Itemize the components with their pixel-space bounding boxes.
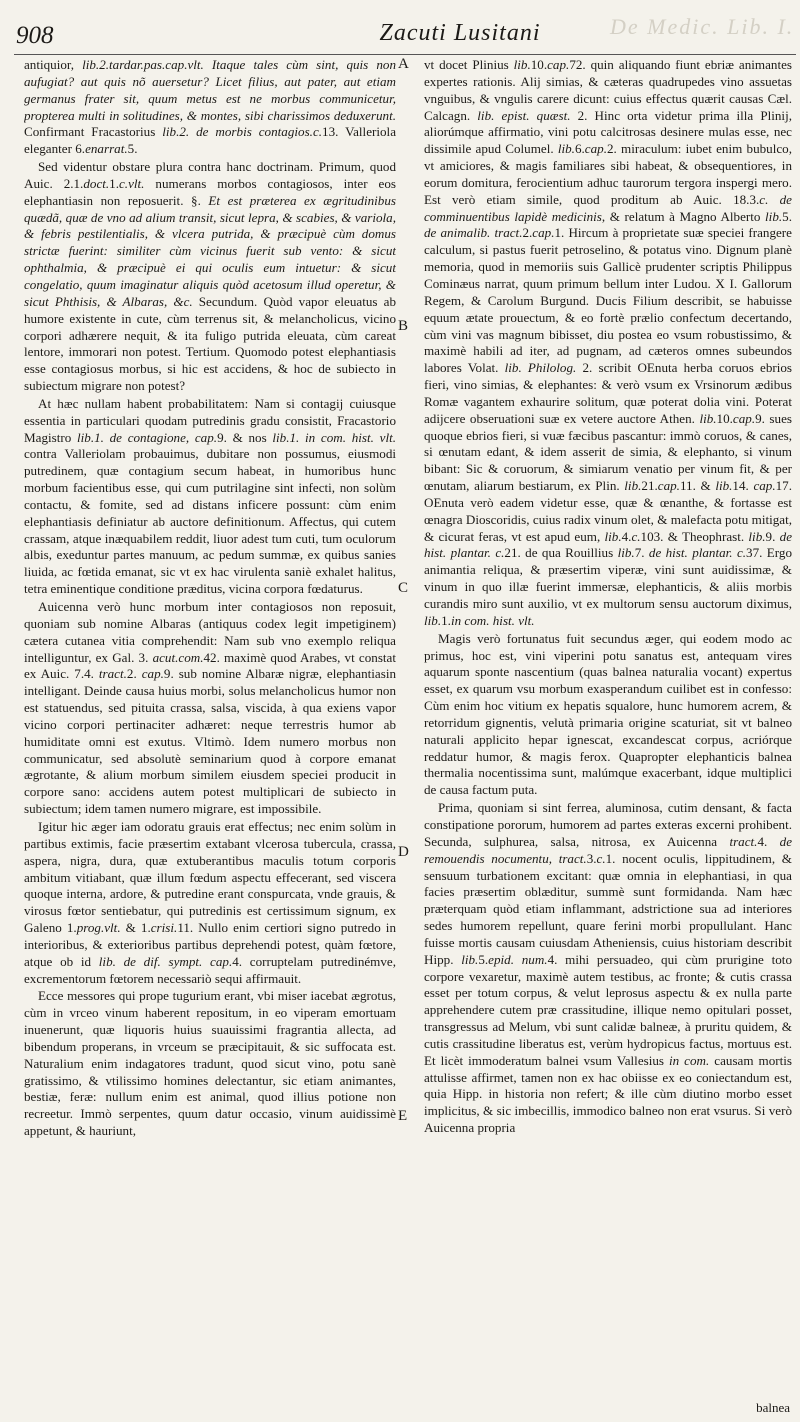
paragraph: Igitur hic æger iam odoratu grauis erat effectus; nec enim solùm in partibus extimis, facie præsertim extabant vlcerosa tubercula, crassa, aspera, nigra, dura, quæ extuberantibus maculis totum corporis ambitum vitiabant, quæ illum fœdum aspectu effecerant, sed viscera quoque interna, ardore, & putredine erant conspurcata, vnde grauis, & virosus fœtor sentiebatur, qui putredinis est certissimum signum, ex Galeno 1.prog.vlt. & 1.crisi.11. Nullo enim certiori signo putredo in interioribus, & exterioribus partibus deprehendi potest, quàm fœtore, atque ob id lib. de dif. sympt. cap.4. corruptelam putredinémve, excrementorum fœtorem necessariò sequi affirmauit.: [24, 818, 396, 986]
catchword: balnea: [756, 1400, 790, 1415]
running-title: Zacuti Lusitani: [379, 20, 541, 46]
margin-letter-b: B: [398, 318, 409, 334]
bleed-through-text: De Medic. Lib. I.: [610, 14, 795, 39]
header-rule: [14, 54, 796, 55]
left-column: [24, 57, 396, 1417]
paragraph: antiquior, lib.2.tardar.pas.cap.vlt. Itaque tales cùm sint, quis non aufugiat? aut quis nõ auersetur? Licet filius, aut pater, aut etiam germanus frater sit, quum metus est ne morbus communicetur, propterea multi in solitudines, & montes, sibi charissimos deduxerunt. Confirmant Fracastorius lib.2. de morbis contagios.c.13. Valleriola eleganter 6.enarrat.5.: [24, 57, 396, 157]
paragraph: Sed videntur obstare plura contra hanc doctrinam. Primum, quod Auic. 2.1.doct.1.c.vlt. numerans morbos contagiosos, inter eos elephantiasin non reposuerit. §. Et est præterea ex ægritudinibus quædã, quæ de vno ad alium transit, sicut lepra, & scabies, & variola, & febris pestilentialis, & vlcera putrida, & præcipuè cùm domus strictæ fuerint: similiter cùm vicinus fuerit sub vento: & sicut ophthalmia, & præcipuè ei qui oculis eum intuetur: & sicut congelatio, quum imaginatur aliquis quòd acetosum illud operetur, & sicut Phthisis, & Albaras, &c. Secundum. Quòd vapor eleuatus ab humore existente in cute, cùm terrenus sit, & melancholicus, vicino corpori adhærere nequit, & ita fuligo putrida eleuata, cùm careat lentore, immorari non potest. Tertium. Quomodo potest elephantiasis esse contagiosus morbus, si hic est accidens, & hoc de subiecto in subiectum migrare non potest?: [24, 159, 396, 394]
margin-letter-d: D: [398, 844, 409, 860]
page-number: 908: [16, 22, 54, 49]
paragraph: At hæc nullam habent probabilitatem: Nam si contagij cuiusque essentia in particulari quodam putredinis gradu consistit, Fracastorio Magistro lib.1. de contagione, cap.9. & nos lib.1. in com. hist. vlt. contra Valleriolam probauimus, dubitare non possumus, eiusmodi putredinem, quæ contagium secum habeat, in humoribus hunc morbum facientibus esse, qui cum putrilagine sint infecti, non solùm contactu, & fomite, sed ad distans inficere possunt: cùm enim elephantiasis definiatur ab auctore definitionum. Affectus, qui cutem crassam, atque inæquabilem reddit, liuor adest tum cuti, tum oculorum albis, exeduntur partes manuum, ac pedum summæ, ex quibus sanies liuida, ac fœtida emanat, sic vt ex hac virulenta saniè exhalet halitus, tetra eminentique conditione præditus, vicina corpora fœdaturus.: [24, 395, 396, 597]
paragraph: Ecce messores qui prope tugurium erant, vbi miser iacebat ægrotus, cùm in vrceo vinum haberent repositum, in eo viperam emortuam inuenerunt, quæ liquoris huius suauissimi fragrantia allecta, ad bibendum properans, in vrceum se præcipitauit, & sic suffocata est. Naturalium enim indagatores tradunt, quod sicut vino, potu sanè gratissimo, & vtilissimo homines delectantur, sic etiam animantes, bestiæ, feræ: nullum enim est animal, quod illius potione non recreetur. Immò serpentes, quum datur occasio, vinum auidissimè appetunt, & hauriunt,: [24, 988, 396, 1139]
right-column: [424, 57, 792, 1417]
margin-letter-c: C: [398, 580, 409, 596]
paragraph: vt docet Plinius lib.10.cap.72. quin aliquando fiunt ebriæ animantes expertes rationis. Alij simias, & cæteras quadrupedes vino assuetas vnguibus, & vngulis carere dicunt: cuius effectus quærit causas Cæl. Calcagn. lib. epist. quæst. 2. Hinc orta videtur prima illa Plinij, aliorúmque affirmatio, vini potu calcitrosas desinere mulas esse, nec dissimile apud Columel. lib.6.cap.2. miraculum: iubet enim bubulco, vt amiciores, & magis familiares sibi habeat, & obsequentiores, in eorum domitura, ferocientium adhuc taurorum tergora inspergi mero. Est verò etiam simile, quod proditum ab Auic. 18.3.c. de comminuentibus lapidè medicinis, & relatum à Magno Alberto lib.5. de animalib. tract.2.cap.1. Hircum à proprietate suæ speciei frangere calculum, si pastus fuerit petroselino, & potatus vino. Dignum planè memoria, quod in memoriis suis Gallicè prudenter scriptis Philippus Cominæus narrat, quum primum bellum inter Ludou. X I. Gallorum Regem, & Carolum Burgund. Ducis Filium describit, se habuisse equum ætate prouectum, & eo fortè prælio confectum decertando, cùm vini vas magnum bibisset, diu postea eo vsum robustissimo, & maximè habili ad iter, ad pugnam, ad cæteros omnes subeundos labores Volat. lib. Philolog. 2. scribit OEnuta herba coruos ebrios fieri, vino simias, & elephantes: & verò vsum ex Vrsinorum ædibus Romæ vagantem exhaurire solitum, quæ poterat dolia vini. Poterat adijcere obseruationi suæ ex vetere auctore Athen. lib.10.cap.9. sues quoque ebrios fieri, si vuæ fæcibus pascantur: immò coruos, & canes, si œnutam edant, & idem asserit de simia, & elephanto, si vinum bibant: Sic & coruorum, & simiarum venatio per vinum fit, & per œnutam, aliarum bestiarum, ex Plin. lib.21.cap.11. & lib.14. cap.17. OEnuta verò eadem videtur esse, quæ & œnanthe, & fortasse est œnagra Dioscoridis, cuius radix vinum olet, & malefacta potu mitigat, & cicurat feras, vt est apud eum, lib.4.c.103. & Theophrast. lib.9. de hist. plantar. c.21. de qua Rouillius lib.7. de hist. plantar. c.37. Ergo animantia reliqua, & præsertim viperæ, vini sunt auidissimæ, & vinum in quo illæ fuerint immersæ, elephanticis, & aliis morbis curandis miro sunt auxilio, vt ex multorum sensu auctorum diximus, lib.1.in com. hist. vlt.: [424, 57, 792, 628]
paragraph: Auicenna verò hunc morbum inter contagiosos non reposuit, quoniam sub nomine Albaras (antiquus codex legit impetiginem) cætera cutanea vitia comprehendit: Nam sub vno exemplo reliqua intelliguntur, ex Gal. 3. acut.com.42. maximè quod Arabes, vt constat ex Auic. 7.4. tract.2. cap.9. sub nomine Albaræ nigræ, elephantiasin intelligant. Deinde causa huius morbi, solus melancholicus humor non est statuendus, sed pituita crassa, salsa, viscida, à qua exiens vapor vicino corpori pertinaciter adhæret: neque terrestris humor ab humiditate omni est exutus. Vltimò. Idem numero morbus non communicatur, sed absolutè seminarium quod à corpore emanat ægrotante, & alium morbum similem eiusdem speciei producit in corpore sano: accidens autem potest multiplicari de subiecto in subiectum; idem tamen numero migrare, est impossibile.: [24, 599, 396, 817]
paragraph: Magis verò fortunatus fuit secundus æger, qui eodem modo ac primus, hoc est, vini viperini potu sanatus est, antequam vires aquarum sponte nascentium (quas balnea naturalia vocant) expertus esset, ex quarum vsu morbum exasperandum cuilibet est in confesso: Cùm enim hoc vitium ex hepatis squalore, hunc humorem acrem, & retorridum gignentis, velutà primaria origine scaturiat, sit vt balneo naturali applicito hepar ignescat, excandescat corpus, acriórque reddatur humor, & magis ferox. Quapropter elephanticis balnea thermalia nocentissima sunt, malúmque exacerbant, idque multiplici de causa factum puta.: [424, 630, 792, 798]
margin-letter-a: A: [398, 56, 409, 72]
paragraph: Prima, quoniam si sint ferrea, aluminosa, cutim densant, & facta constipatione pororum, humorem ad partes exteras excerni prohibent. Secunda, sulphurea, salsa, nitrosa, ex Auicenna tract.4. de remouendis nocumentu, tract.3.c.1. nocent oculis, lippitudinem, & sensuum turbationem excitant: quæ omnia in elephantiasi, in qua facies præsertim oblæditur, summè sunt formidanda. Nam hæc præterquam quòd etiam inflammant, adstrictione sua ad interiores sedes humorem repellunt, quare ferini morbi propullulant. Hanc fuisse mortis causam cuiusdam Atheniensis, cuius historiam describit Hipp. lib.5.epid. num.4. mihi persuadeo, qui cùm prurigine toto corpore vexaretur, maximè autem testibus, ac fronte; & cutis crassa esset per totum corpus, & velut leprosus aspectu & ex nulla parte apprehendere cutem præ crassitudine, illique nemo opitulari posset, transgressus ad Melum, vbi sunt calidæ balneæ, à pruritu quidem, & cutis crassitudine liberatus est, verùm hydropicus factus, mortuus est. Et licèt immoderatum balnei vsum Vallesius in com. causam mortis attulisse affirmet, tamen non ex hac obiisse ex eo coniectandum est, quia Hipp. in historia non refert; & ille cùm diutino morbo esset implicitus, & sic imbecillis, immodico balneo non erat vsurus. Si verò Auicenna propria: [424, 800, 792, 1136]
margin-letter-e: E: [398, 1108, 408, 1124]
